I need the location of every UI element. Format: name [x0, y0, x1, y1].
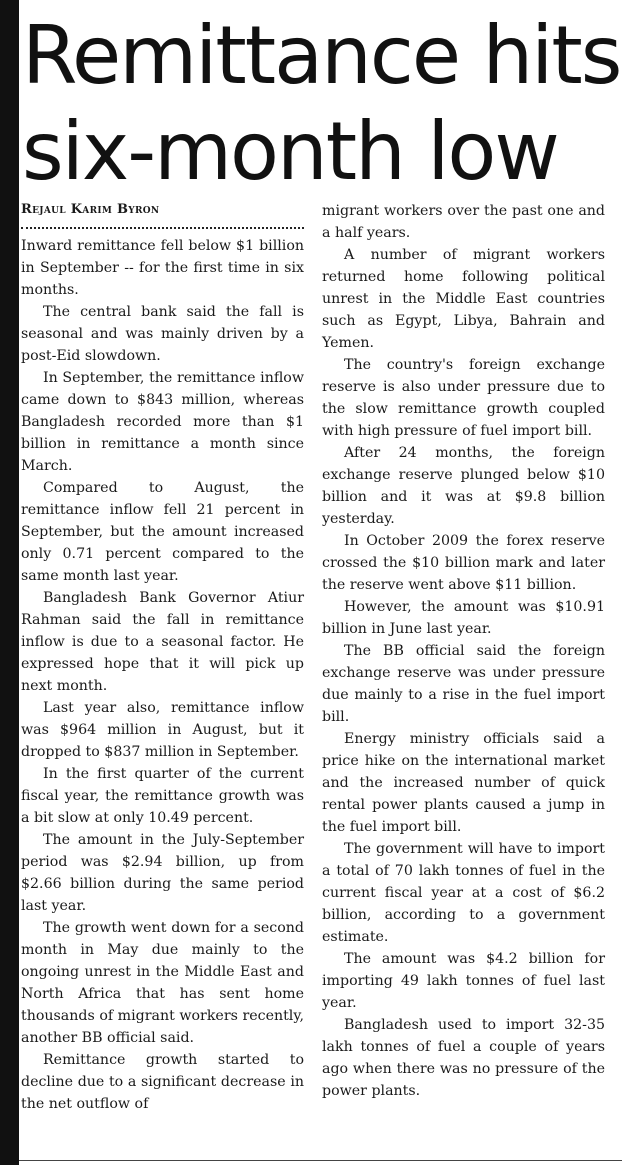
paragraph: migrant workers over the past one and a half years. — [322, 203, 605, 241]
article-column-right — [322, 200, 605, 1102]
paragraph: The government will have to import a total of 70 lakh tonnes of fuel in the current fiscal year at a cost of $6.2 billion, according to a government estimate. — [322, 841, 605, 945]
left-margin-bar — [0, 0, 19, 1165]
paragraph: The BB official said the foreign exchange reserve was under pressure due mainly to a rise in the fuel import bill. — [322, 643, 605, 725]
bottom-rule — [19, 1160, 622, 1161]
paragraph: In September, the remittance inflow came down to $843 million, whereas Bangladesh recorded more than $1 billion in remittance a month since March. — [21, 370, 304, 474]
paragraph: The amount was $4.2 billion for importing 49 lakh tonnes of fuel last year. — [322, 951, 605, 1011]
paragraph: After 24 months, the foreign exchange reserve plunged below $10 billion and it was at $9.8 billion yesterday. — [322, 445, 605, 527]
paragraph: Bangladesh used to import 32-35 lakh tonnes of fuel a couple of years ago when there was no pressure of the power plants. — [322, 1017, 605, 1099]
headline: Remittance hits six-month low — [22, 9, 621, 198]
byline-divider — [21, 227, 304, 229]
byline: Rejaul Karim Byron — [21, 202, 160, 217]
paragraph: Inward remittance fell below $1 billion in September -- for the first time in six months. — [21, 238, 304, 298]
paragraph: The growth went down for a second month in May due mainly to the ongoing unrest in the Middle East and North Africa that has sent home thousands of migrant workers recently, another BB official said. — [21, 920, 304, 1046]
paragraph: The central bank said the fall is seasonal and was mainly driven by a post-Eid slowdown. — [21, 304, 304, 364]
paragraph: Remittance growth started to decline due to a significant decrease in the net outflow of — [21, 1052, 304, 1112]
paragraph: In the first quarter of the current fiscal year, the remittance growth was a bit slow at only 10.49 percent. — [21, 766, 304, 826]
paragraph: The amount in the July-September period was $2.94 billion, up from $2.66 billion during the same period last year. — [21, 832, 304, 914]
paragraph: Compared to August, the remittance inflow fell 21 percent in September, but the amount increased only 0.71 percent compared to the same month last year. — [21, 480, 304, 584]
paragraph: The country's foreign exchange reserve is also under pressure due to the slow remittance growth coupled with high pressure of fuel import bill. — [322, 357, 605, 439]
article-column-left — [21, 200, 304, 1115]
paragraph: Energy ministry officials said a price hike on the international market and the increased number of quick rental power plants caused a jump in the fuel import bill. — [322, 731, 605, 835]
paragraph: A number of migrant workers returned home following political unrest in the Middle East countries such as Egypt, Libya, Bahrain and Yemen. — [322, 247, 605, 351]
paragraph: Last year also, remittance inflow was $964 million in August, but it dropped to $837 million in September. — [21, 700, 304, 760]
paragraph: Bangladesh Bank Governor Atiur Rahman said the fall in remittance inflow is due to a seasonal factor. He expressed hope that it will pick up next month. — [21, 590, 304, 694]
paragraph: However, the amount was $10.91 billion in June last year. — [322, 599, 605, 637]
paragraph: In October 2009 the forex reserve crossed the $10 billion mark and later the reserve went above $11 billion. — [322, 533, 605, 593]
